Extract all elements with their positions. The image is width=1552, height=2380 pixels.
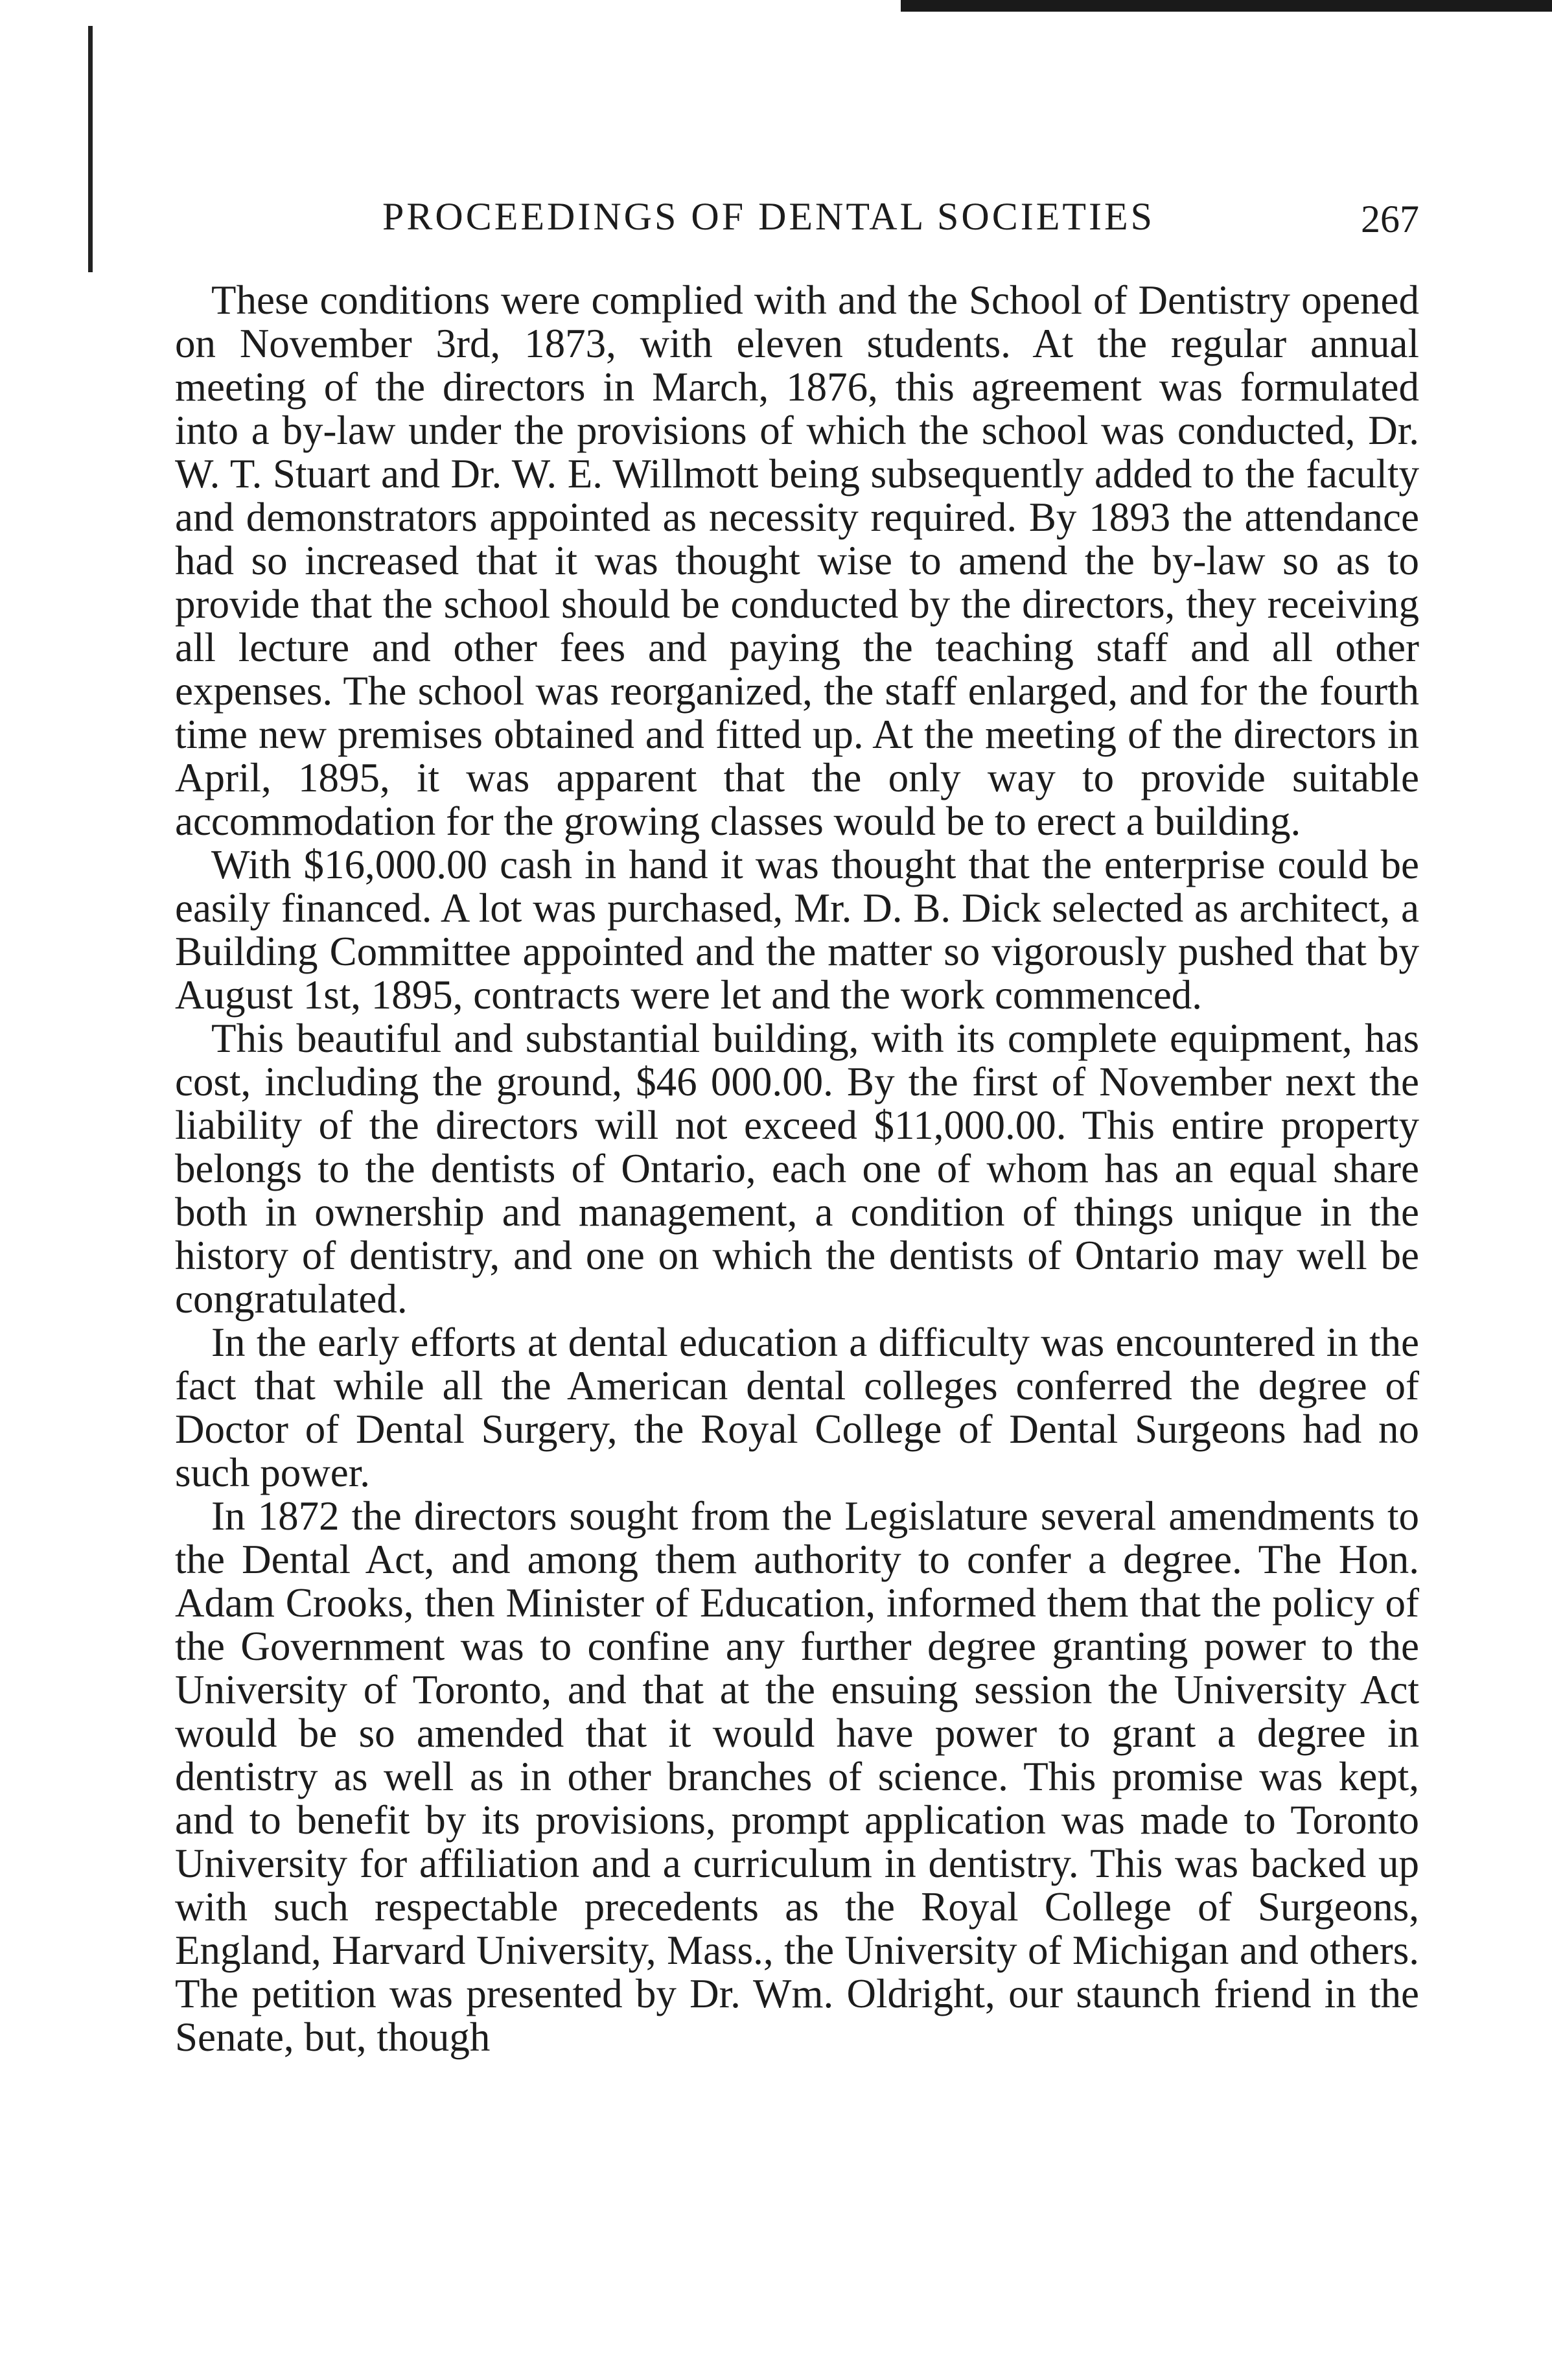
margin-scan-line [88, 26, 93, 272]
paragraph-4: In the early efforts at dental education a difficulty was encountered in the fact that while all the American dental colleges conferred the degree of Doctor of Dental Surgery, the Royal College of Dental Surgeons had no such power. [175, 1320, 1419, 1495]
running-head: PROCEEDINGS OF DENTAL SOCIETIES [382, 195, 1155, 238]
paragraph-2: With $16,000.00 cash in hand it was thought that the enterprise could be easily financed. A lot was purchased, Mr. D. B. Dick selected as architect, a Building Committee appointed and the matter so vigorously pushed that by August 1st, 1895, contracts were let and the work commenced. [175, 842, 1419, 1018]
paragraph-3: This beautiful and substantial building, with its complete equipment, has cost, including the ground, $46 000.00. By the first of November next the liability of the directors will not exceed $11,000.00. This entire property belongs to the dentists of Ontario, each one of whom has an equal share both in ownership and management, a condition of things unique in the history of dentistry, and one on which the dentists of Ontario may well be congratulated. [175, 1016, 1419, 1322]
paragraph-5: In 1872 the directors sought from the Legislature several amendments to the Dental Act, and among them authority to confer a degree. The Hon. Adam Crooks, then Minister of Education, informed them that the policy of the Government was to confine any further degree granting power to the University of Toronto, and that at the ensuing session the University Act would be so amended that it would have power to grant a degree in dentistry as well as in other branches of science. This promise was kept, and to benefit by its provisions, prompt application was made to Toronto University for affiliation and a curriculum in dentistry. This was backed up with such respectable precedents as the Royal College of Surgeons, England, Harvard University, Mass., the University of Michigan and others. The petition was presented by Dr. Wm. Oldright, our staunch friend in the Senate, but, though [175, 1493, 1419, 2060]
page-number: 267 [1361, 198, 1419, 240]
body-text [175, 279, 1419, 2059]
page-header [175, 194, 1419, 253]
top-scan-rule [901, 0, 1552, 12]
paragraph-1: These conditions were complied with and the School of Dentistry opened on November 3rd, 1873, with eleven students. At the regular annual meeting of the directors in March, 1876, this agreement was formulated into a by-law under the provisions of which the school was conducted, Dr. W. T. Stuart and Dr. W. E. Willmott being subsequently added to the faculty and demonstrators appointed as necessity required. By 1893 the attendance had so increased that it was thought wise to amend the by-law so as to provide that the school should be conducted by the directors, they receiving all lecture and other fees and paying the teaching staff and all other expenses. The school was reorganized, the staff enlarged, and for the fourth time new premises obtained and fitted up. At the meeting of the directors in April, 1895, it was apparent that the only way to provide suitable accommodation for the growing classes would be to erect a building. [175, 277, 1419, 844]
